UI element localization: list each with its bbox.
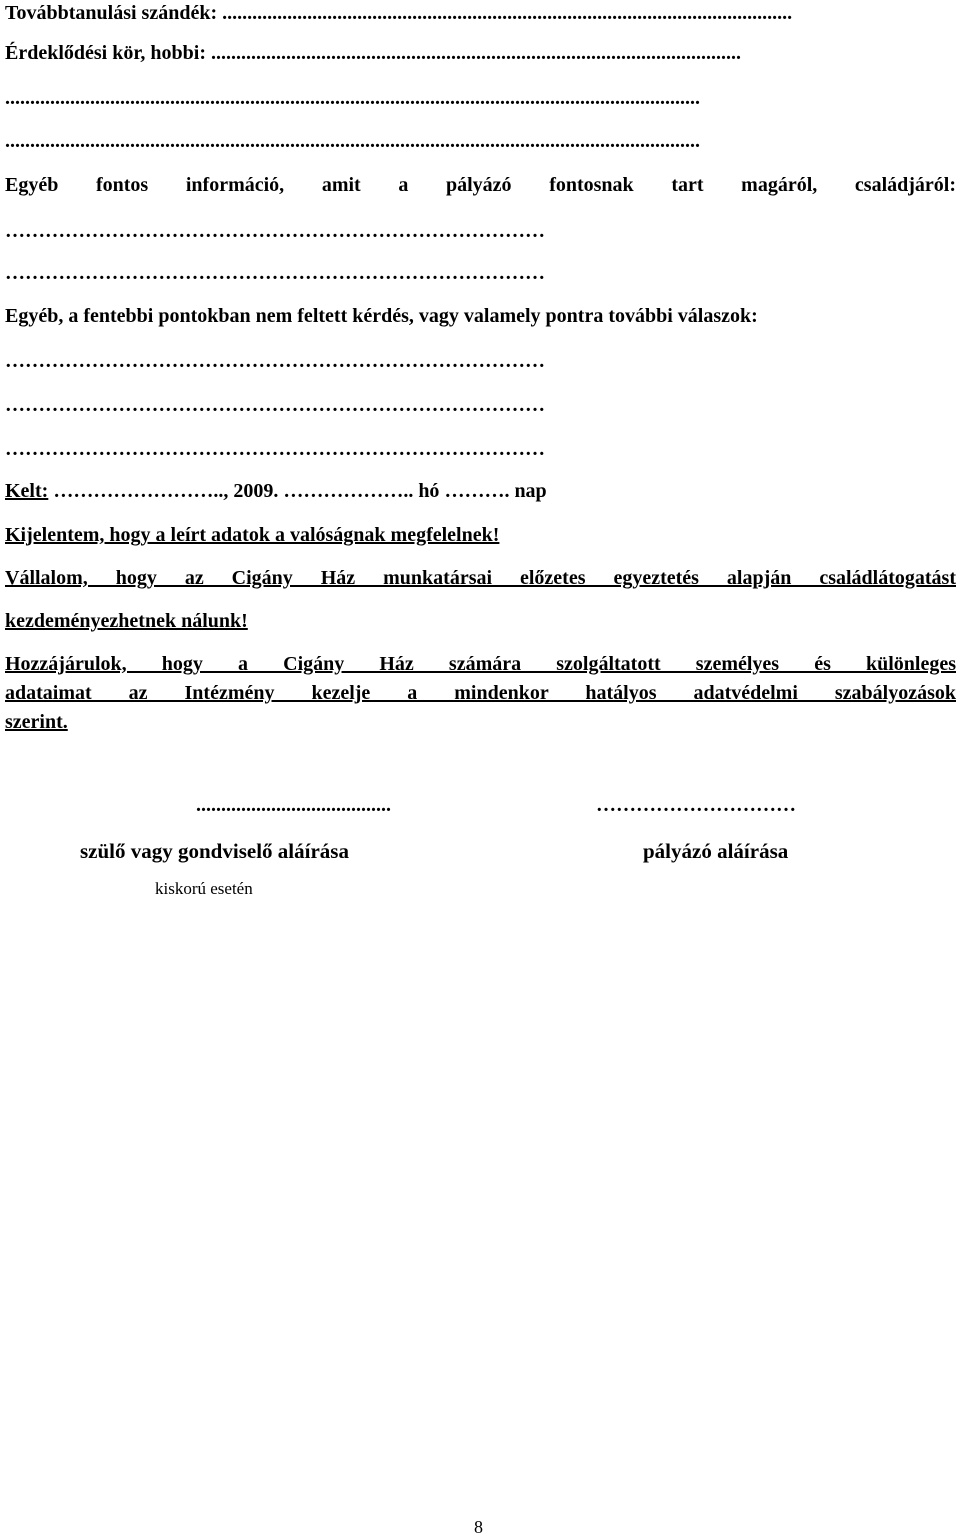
interests-blank-line-3: ...........................................................................................................................................: [5, 130, 700, 152]
applicant-signature-label: pályázó aláírása: [643, 839, 789, 863]
further-study-label: Továbbtanulási szándék:: [5, 2, 218, 24]
data-consent-line-3: szerint.: [5, 711, 68, 733]
applicant-signature-blank: …………………………: [596, 794, 796, 816]
other-answers-label: Egyéb, a fentebbi pontokban nem feltett kérdés, vagy valamely pontra további válaszok:: [5, 305, 758, 327]
date-label: Kelt:: [5, 480, 49, 502]
truthfulness-declaration: Kijelentem, hogy a leírt adatok a valóságnak megfelelnek!: [5, 524, 500, 546]
parent-signature-note: kiskorú esetén: [155, 879, 253, 898]
other-answers-blank-line-2: ………………………………………………………………………: [5, 394, 545, 416]
other-info-label: Egyéb fontos információ, amit a pályázó fontosnak tart magáról, családjáról:: [5, 174, 956, 196]
other-info-blank-line-2: ………………………………………………………………………: [5, 262, 545, 284]
other-answers-blank-line-1: ………………………………………………………………………: [5, 350, 545, 372]
date-month-label: hó: [413, 480, 440, 502]
interests-line: [5, 40, 956, 66]
interests-label: Érdeklődési kör, hobbi:: [5, 42, 206, 64]
date-month-blank: ………………..: [278, 480, 414, 502]
data-consent-line-1: Hozzájárulok, hogy a Cigány Ház számára szolgáltatott személyes és különleges: [5, 653, 956, 675]
date-line: [5, 478, 956, 504]
data-consent-line-2: adataimat az Intézmény kezelje a mindenkor hatályos adatvédelmi szabályozások: [5, 682, 956, 704]
date-place-blank: ……………………..: [48, 480, 224, 502]
date-year: , 2009.: [223, 480, 279, 502]
page-number: 8: [474, 1517, 483, 1537]
interests-blank-line-2: ...........................................................................................................................................: [5, 87, 700, 109]
other-info-blank-line-1: ………………………………………………………………………: [5, 220, 545, 242]
parent-signature-blank: .......................................: [196, 794, 391, 816]
family-visit-declaration-line-1: Vállalom, hogy az Cigány Ház munkatársai előzetes egyeztetés alapján családlátogatást: [5, 567, 956, 589]
parent-signature-label: szülő vagy gondviselő aláírása: [80, 839, 349, 863]
date-day-blank: ……….: [439, 480, 510, 502]
further-study-blank: ..................................................................................................................: [222, 2, 793, 24]
further-study-line: [5, 0, 956, 26]
interests-blank: ..........................................................................................................: [211, 42, 741, 64]
family-visit-declaration-line-2: kezdeményezhetnek nálunk!: [5, 610, 248, 632]
other-answers-blank-line-3: ………………………………………………………………………: [5, 438, 545, 460]
date-day-label: nap: [509, 480, 547, 502]
